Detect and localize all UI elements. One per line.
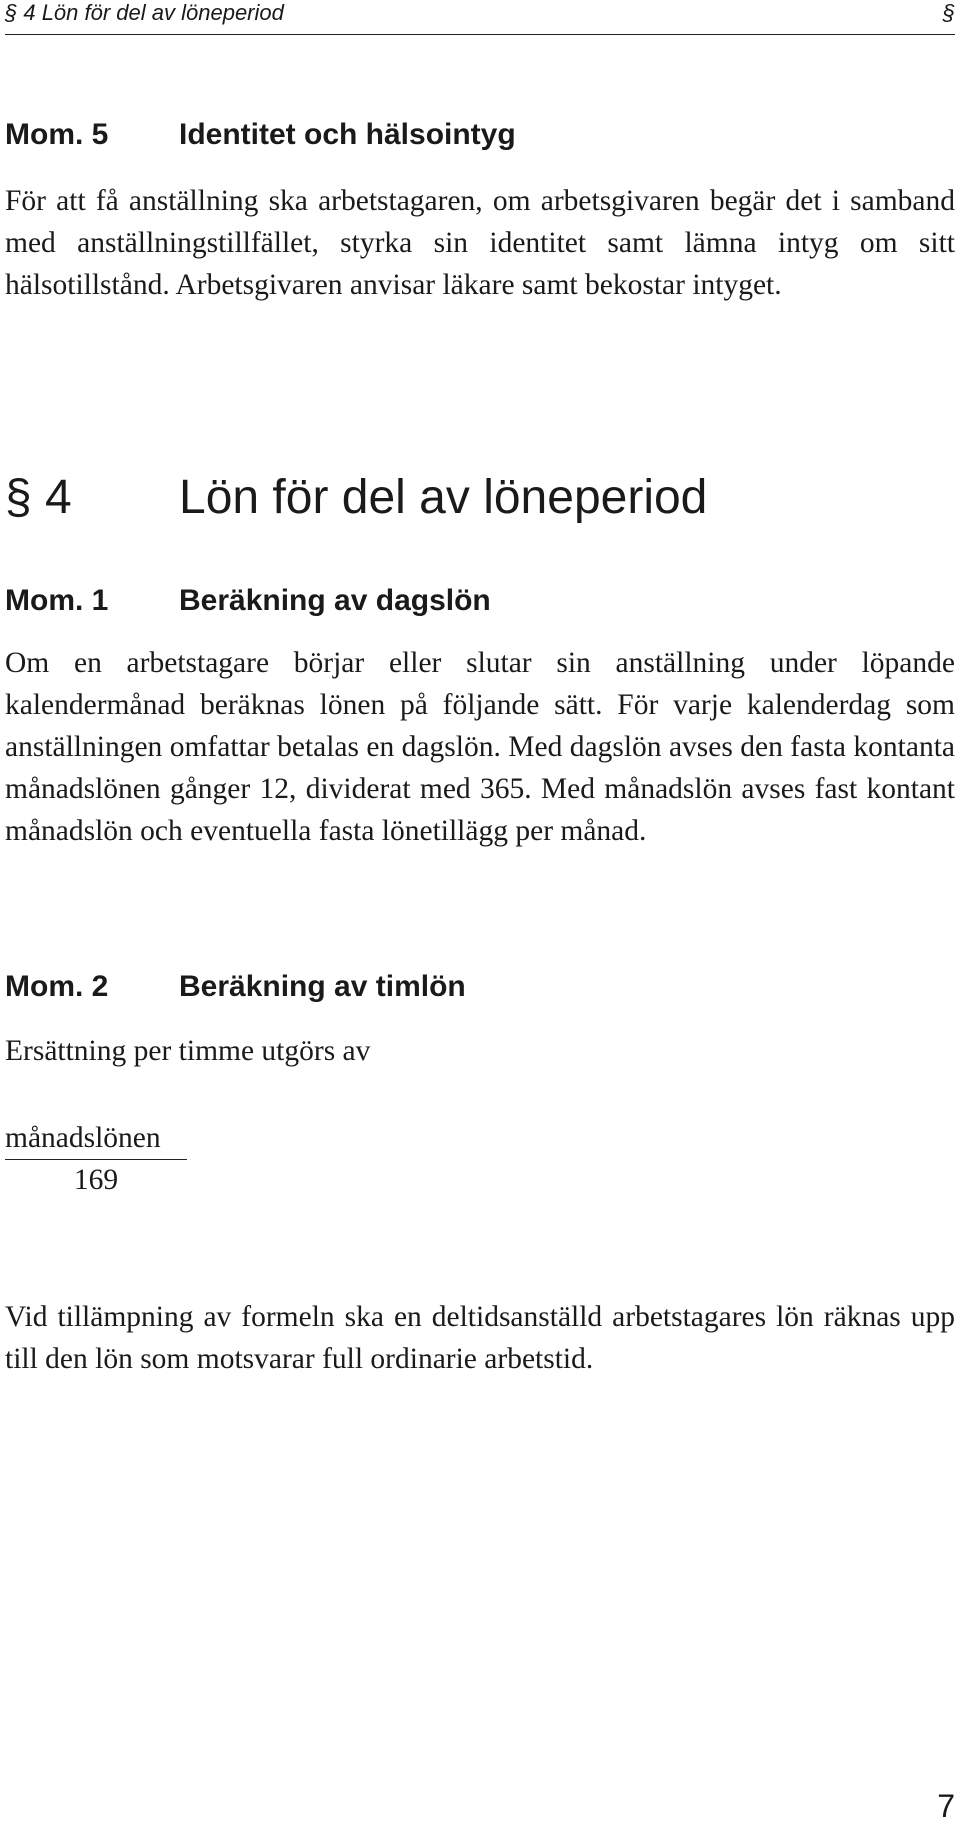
section-title: Lön för del av löneperiod: [179, 471, 708, 524]
mom5-number: Mom. 5: [5, 118, 109, 151]
mom2-title: Beräkning av timlön: [179, 970, 466, 1003]
running-header: [5, 0, 955, 35]
running-header-title: § 4 Lön för del av löneperiod: [5, 0, 284, 25]
mom5-heading: [5, 118, 516, 152]
mom1-paragraph: Om en arbetstagare börjar eller slutar sin anställning under löpande kalendermånad beräknas lönen på följande sätt. För varje kalenderdag som anställningen omfattar betalas en dagslön. Med dagslön avses den fasta kontanta månadslönen gånger 12, dividerat med 365. Med månadslön avses fast kontant månadslön och eventuella fasta lönetillägg per månad.: [5, 647, 955, 847]
formula-denominator: 169: [73, 1164, 119, 1196]
page-number: 7: [937, 1788, 955, 1824]
section-heading: [5, 470, 707, 525]
mom1-heading: [5, 584, 491, 618]
mom2-number: Mom. 2: [5, 970, 109, 1003]
mom2-intro: Ersättning per timme utgörs av: [5, 1035, 371, 1067]
mom1-title: Beräkning av dagslön: [179, 584, 491, 617]
mom5-title: Identitet och hälsointyg: [179, 118, 516, 151]
hourly-rate-formula: [5, 1122, 187, 1197]
mom2-heading: [5, 970, 466, 1004]
section-number: § 4: [5, 471, 72, 524]
formula-numerator: månadslönen: [5, 1122, 187, 1160]
mom2-paragraph: Vid tillämpning av formeln ska en deltidsanställd arbetstagares lön räknas upp till den lön som motsvarar full ordinarie arbetstid.: [5, 1301, 955, 1375]
running-header-section-symbol: §: [942, 0, 955, 25]
mom5-paragraph: För att få anställning ska arbetstagaren, om arbetsgivaren begär det i samband med anställningstillfället, styrka sin identitet samt lämna intyg om sitt hälsotillstånd. Arbetsgivaren anvisar läkare samt bekostar intyget.: [5, 185, 955, 301]
mom1-number: Mom. 1: [5, 584, 109, 617]
